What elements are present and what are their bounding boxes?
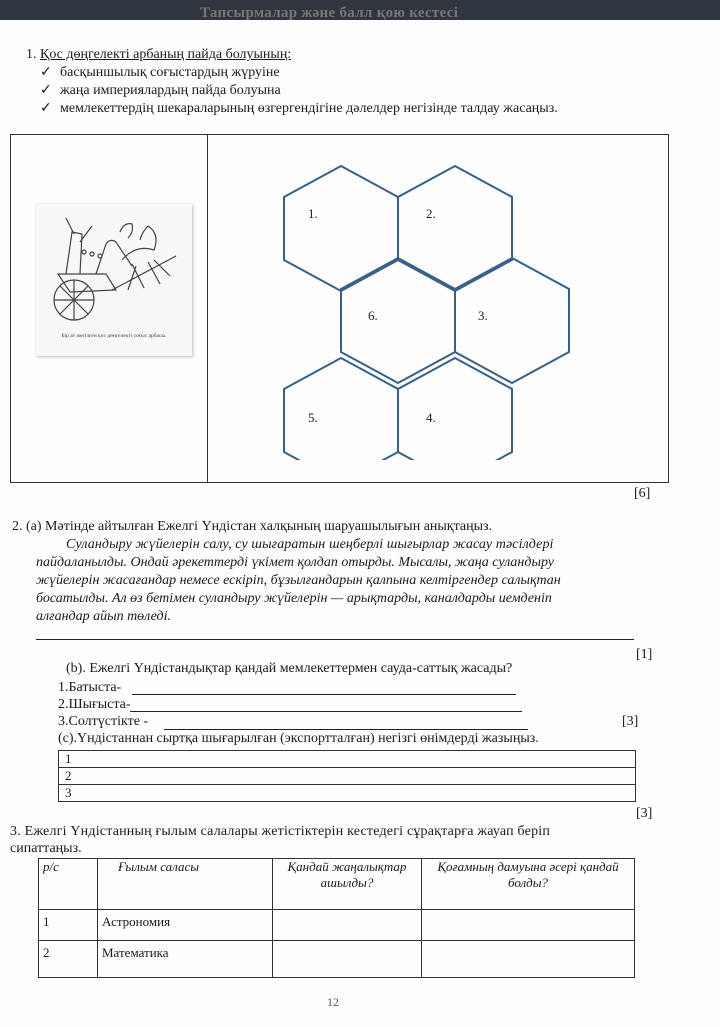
chariot-drawing <box>36 204 192 334</box>
hex-label-3: 3. <box>478 308 488 323</box>
q1-score: [6] <box>634 486 651 501</box>
q1-title: Қос дөңгелекті арбаның пайда болуының: <box>40 47 292 62</box>
table-row[interactable] <box>59 751 636 768</box>
q2c-score: [3] <box>636 806 653 821</box>
page-number: 12 <box>327 995 339 1009</box>
hex-label-4: 4. <box>426 410 436 425</box>
q2c-row-1[interactable]: 1 <box>59 751 636 768</box>
check-icon: ✓ <box>40 83 52 98</box>
q2c-row-2[interactable]: 2 <box>59 768 636 785</box>
q3-row-1-field: Астрономия <box>98 910 273 941</box>
hexagon-2 <box>398 166 512 291</box>
q2c-title: (c).Үндістаннан сыртқа шығарылған (экспортталған) негізгі өнімдерді жазыңыз. <box>58 731 539 746</box>
q2b-title: (b). Ежелгі Үндістандықтар қандай мемлекеттермен сауда-саттық жасады? <box>66 661 513 676</box>
q3-row-2-discoveries-cell[interactable] <box>273 941 422 978</box>
q2a-score: [1] <box>636 647 653 662</box>
q2b-item-1: 1.Батыста- <box>58 680 122 695</box>
q3-row-1-impact-cell[interactable] <box>422 910 635 941</box>
q2a-text-line-2: пайдаланылды. Ондай әрекеттерді үкімет қолдап отырды. Мысалы, жаңа суландыру <box>36 555 554 570</box>
hexagon-6 <box>341 258 455 383</box>
check-icon: ✓ <box>40 101 52 116</box>
q2c-answer-table <box>58 750 636 802</box>
q2b-answer-line-2[interactable] <box>130 711 522 712</box>
chariot-image <box>36 204 192 356</box>
hexagon-diagram <box>282 160 582 460</box>
check-icon: ✓ <box>40 65 52 80</box>
q1-number: 1. <box>26 47 37 62</box>
q2a-text-line-5: алғандар айып төледі. <box>36 609 171 624</box>
q3-table <box>38 858 635 978</box>
q2b-item-2: 2.Шығыста- <box>58 697 131 712</box>
q2a-text-line-3: жүйелерін жасағандар немесе ескіріп, бұзылғандарын қалпына келтіргендер салықтан <box>36 573 561 588</box>
q3-header-impact: Қоғамның дамуына әсері қандай болды? <box>422 859 635 910</box>
q3-row-2-num: 2 <box>39 941 98 978</box>
q1-divider <box>207 134 208 483</box>
header-strip <box>0 3 720 20</box>
q2a-title: 2. (а) Мәтінде айтылған Ежелгі Үндістан халқының шаруашылығын анықтаңыз. <box>12 519 493 534</box>
q2a-text-line-1: Суландыру жүйелерін салу, су шығаратын шеңберлі шығырлар жасау тәсілдері <box>66 537 554 552</box>
q3-row-2-field: Математика <box>98 941 273 978</box>
q2b-item-3: 3.Солтүстікте - <box>58 714 149 729</box>
hex-label-6: 6. <box>368 308 378 323</box>
q3-row-2-impact-cell[interactable] <box>422 941 635 978</box>
q3-header-num: р/с <box>39 859 98 910</box>
hex-label-1: 1. <box>308 206 318 221</box>
q2b-answer-line-1[interactable] <box>132 694 516 695</box>
q3-header-discoveries: Қандай жаңалықтар ашылды? <box>273 859 422 910</box>
table-row <box>39 941 635 978</box>
q2a-text-line-4: босатылды. Ал өз бетімен суландыру жүйелерін — арықтарды, каналдарды иемденіп <box>36 591 552 606</box>
q1-item-2: жаңа империялардың пайда болуына <box>60 83 281 98</box>
table-header-row <box>39 859 635 910</box>
hexagon-1 <box>284 166 398 291</box>
header-title: Тапсырмалар және балл қою кестесі <box>200 5 459 20</box>
table-row <box>39 910 635 941</box>
q3-title-line-1: 3. Ежелгі Үндістанның ғылым салалары жетістіктерін кестедегі сұрақтарға жауап беріп <box>10 824 551 839</box>
image-caption: Бір ат жегілген қос дөңгелекті соғыс арбасы. <box>61 333 167 339</box>
q3-row-1-num: 1 <box>39 910 98 941</box>
hexagon-3 <box>455 258 569 383</box>
table-row[interactable] <box>59 785 636 802</box>
q3-row-1-discoveries-cell[interactable] <box>273 910 422 941</box>
q1-item-3: мемлекеттердің шекараларының өзгергендігіне дәлелдер негізінде талдау жасаңыз. <box>60 101 558 116</box>
table-row[interactable] <box>59 768 636 785</box>
q1-item-1: басқыншылық соғыстардың жүруіне <box>60 65 280 80</box>
q2b-score: [3] <box>622 714 639 729</box>
q2c-row-3[interactable]: 3 <box>59 785 636 802</box>
q2b-answer-line-3[interactable] <box>164 729 528 730</box>
hex-label-2: 2. <box>426 206 436 221</box>
q2a-answer-line[interactable] <box>36 639 634 640</box>
q3-title-line-2: сипаттаңыз. <box>10 841 82 856</box>
q3-header-field: Ғылым саласы <box>98 859 273 910</box>
hex-label-5: 5. <box>308 410 318 425</box>
